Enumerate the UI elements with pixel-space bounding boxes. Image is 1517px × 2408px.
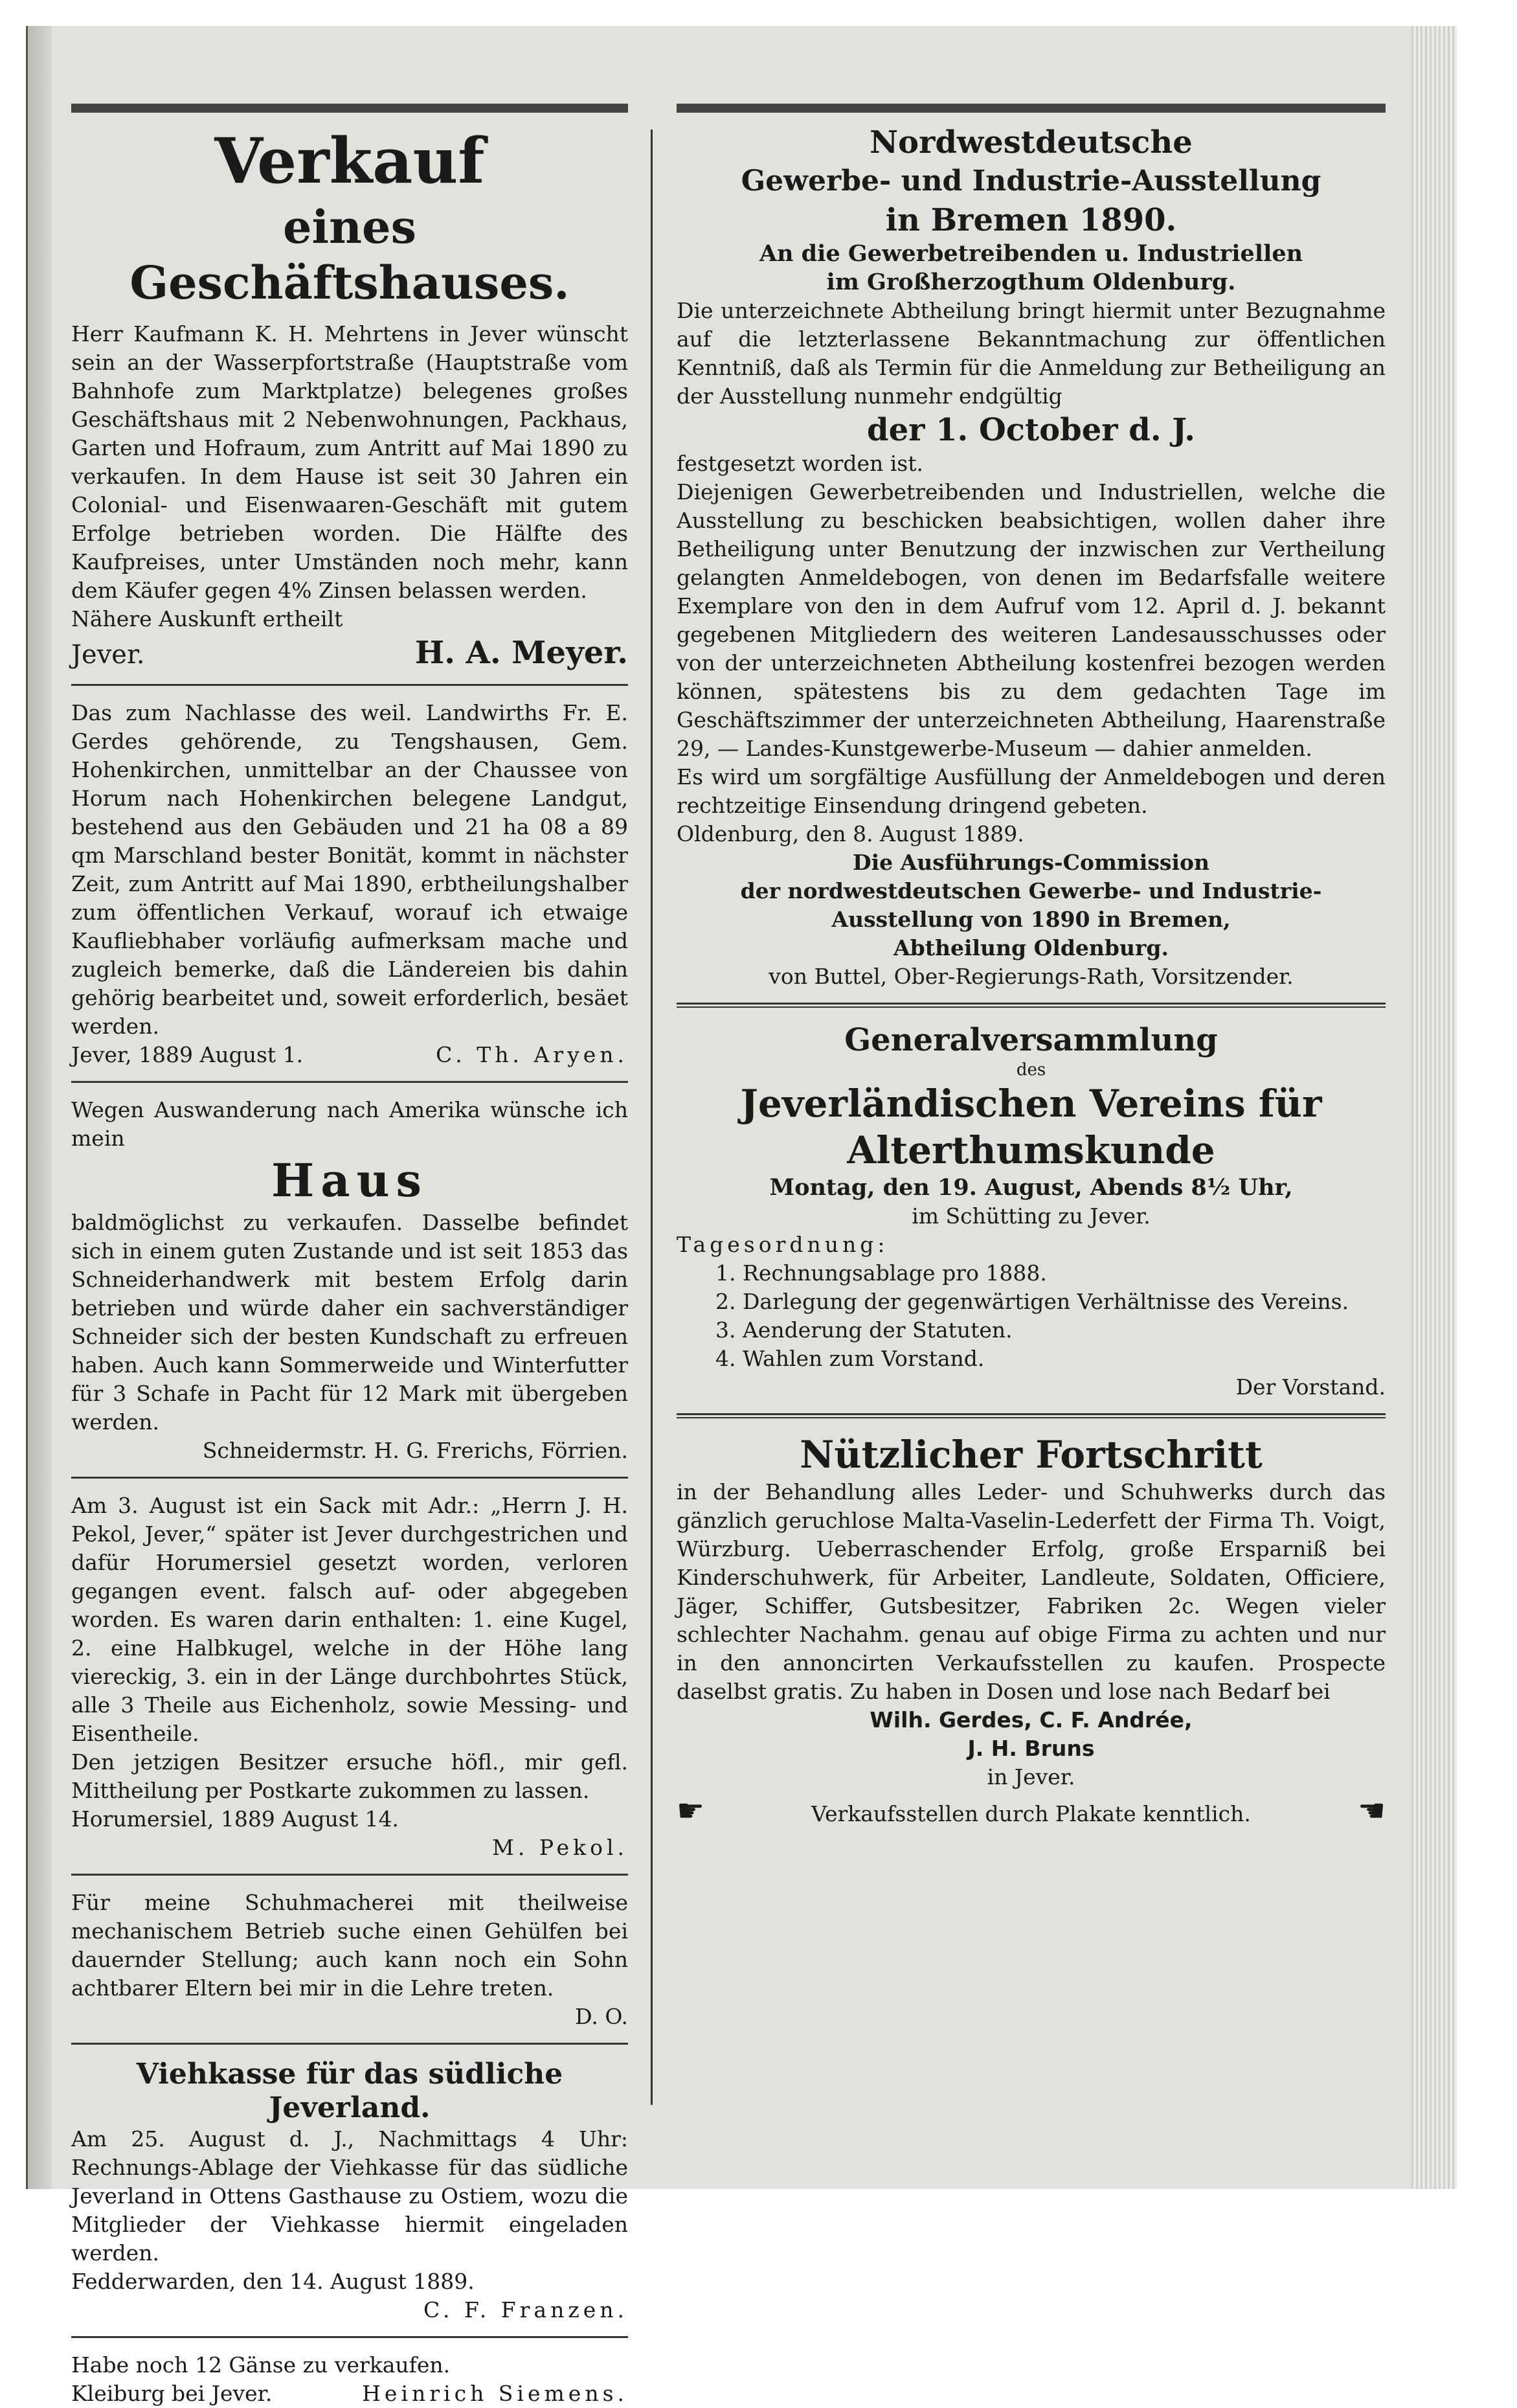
ad-where: im Schütting zu Jever. <box>912 1203 1151 1229</box>
ad-footer: Verkaufsstellen durch Plakate kenntlich. <box>811 1801 1251 1826</box>
ad-signature-1: Die Ausführungs-Commission <box>852 850 1210 875</box>
binding-edge <box>26 26 28 2189</box>
ad-date: Oldenburg, den 8. August 1889. <box>677 821 1024 846</box>
divider <box>71 684 628 686</box>
ad-subtitle: eines Geschäftshauses. <box>129 200 570 310</box>
ad-shoemaker-help <box>71 1889 628 2031</box>
divider <box>677 1413 1386 1418</box>
divider <box>71 1081 628 1083</box>
pointing-hand-left-icon: ☚ <box>1357 1793 1386 1829</box>
ad-body: Für meine Schuhmacherei mit theilweise mechanischem Betrieb suche einen Gehülfen bei dauernder Stellung; auch kann noch ein Sohn achtbarer Eltern bei mir in die Lehre treten. <box>71 1890 628 2001</box>
ad-dealers-3: in Jever. <box>987 1764 1075 1789</box>
ad-sale-business-house <box>71 123 628 672</box>
ad-geese <box>71 2351 628 2408</box>
ad-place: Kleiburg bei Jever. <box>71 2381 273 2406</box>
ad-title: Viehkasse für das südliche Jeverland. <box>136 2058 563 2124</box>
ad-signer: C. Th. Aryen. <box>436 1042 628 1067</box>
ad-exhibition-bremen <box>677 123 1386 991</box>
ad-date: Fedderwarden, den 14. August 1889. <box>71 2269 475 2294</box>
right-column <box>677 123 1386 1828</box>
agenda-item: 3. Aenderung der Statuten. <box>715 1317 1013 1343</box>
ad-date: Jever, 1889 August 1. <box>71 1042 304 1067</box>
ad-body: Am 3. August ist ein Sack mit Adr.: „Herrn J. H. Pekol, Jever,“ später ist Jever durchgestrichen und dafür Horumersiel gesetzt worden, verloren gegangen event. falsch auf- oder abgegeben worden. Es waren darin enthalten: 1. eine Kugel, 2. eine Halbkugel, welche in der Höhe lang viereckig, 3. ein in der Länge durchbohrtes Stück, alle 3 Theile aus Eichenholz, sowie Messing- und Eisentheile. <box>71 1493 628 1746</box>
ad-signature-3: Ausstellung von 1890 in Bremen, <box>831 907 1231 932</box>
ad-when: Montag, den 19. August, Abends 8½ Uhr, <box>769 1174 1293 1201</box>
ad-signature-4: Abtheilung Oldenburg. <box>893 935 1169 960</box>
page-stack-edge <box>1411 26 1457 2189</box>
ad-signer: D. O. <box>575 2004 628 2029</box>
divider <box>71 2043 628 2045</box>
ad-title: Verkauf <box>214 124 485 198</box>
ad-body: Die unterzeichnete Abtheilung bringt hiermit unter Bezugnahme auf die letzterlassene Bekanntmachung zur öffentlichen Kenntniß, daß als Termin für die Anmeldung zur Betheiligung an der Ausstellung nunmehr endgültig <box>677 298 1386 409</box>
ad-place: Jever. <box>71 640 145 670</box>
ad-date: Horumersiel, 1889 August 14. <box>71 1806 399 1832</box>
ad-body: Herr Kaufmann K. H. Mehrtens in Jever wünscht sein an der Wasserpfortstraße (Hauptstraße vom Bahnhofe zum Marktplatze) belegenes großes Geschäftshaus mit 2 Nebenwohnungen, Packhaus, Garten und Hofraum, zum Antritt auf Mai 1890 zu verkaufen. In dem Hause ist seit 30 Jahren ein Colonial- und Eisenwaaren-Geschäft mit gutem Erfolge betrieben worden. Die Hälfte des Kaufpreises, unter Umständen noch mehr, kann dem Käufer gegen 4% Zinsen belassen werden. <box>71 321 628 603</box>
top-rule-left <box>71 104 628 113</box>
ad-signer: Heinrich Siemens. <box>362 2381 628 2406</box>
ad-title-2: Gewerbe- und Industrie-Ausstellung <box>741 165 1321 198</box>
ad-signer: Schneidermstr. H. G. Frerichs, Förrien. <box>202 1438 628 1463</box>
ad-signer: Der Vorstand. <box>1235 1374 1386 1400</box>
top-rule-right <box>677 104 1386 113</box>
ad-cattle-fund <box>71 2058 628 2324</box>
ad-signer: H. A. Meyer. <box>414 635 628 671</box>
ad-line: Habe noch 12 Gänse zu verkaufen. <box>71 2352 451 2378</box>
ad-body: Am 25. August d. J., Nachmittags 4 Uhr: Rechnungs-Ablage der Viehkasse für das südliche Jeverland in Ottens Gasthause zu Ostiem, wozu die Mitglieder der Viehkasse hiermit eingeladen werden. <box>71 2126 628 2266</box>
ad-body-2: festgesetzt worden ist. <box>677 451 923 476</box>
ad-lost-sack <box>71 1492 628 1862</box>
ad-house-sale <box>71 1096 628 1465</box>
divider <box>71 1477 628 1479</box>
ad-title-3: in Bremen 1890. <box>885 202 1177 238</box>
divider <box>71 2336 628 2338</box>
ad-body: in der Behandlung alles Leder- und Schuhwerks durch das gänzlich geruchlose Malta-Vaselin-Lederfett der Firma Th. Voigt, Würzburg. Ueberraschender Erfolg, große Ersparniß bei Kinderschuhwerk, für Arbeiter, Landleute, Soldaten, Officiere, Jäger, Schiffer, Gutsbesitzer, Fabriken 2c. Wegen vieler schlechter Nachahm. genau auf obige Firma zu achten und nur in den annoncirten Verkaufsstellen zu kaufen. Prospecte daselbst gratis. Zu haben in Dosen und lose nach Bedarf bei <box>677 1479 1386 1704</box>
ad-estate-sale <box>71 699 628 1069</box>
ad-leather-grease <box>677 1431 1386 1828</box>
agenda-item: 4. Wahlen zum Vorstand. <box>715 1346 985 1371</box>
ad-subtitle-2: im Großherzogthum Oldenburg. <box>826 269 1236 295</box>
ad-signature-row <box>71 2380 628 2408</box>
ad-body: baldmöglichst zu verkaufen. Dasselbe befindet sich in einem guten Zustande und ist seit 1853 das Schneiderhandwerk mit bestem Erfolg darin betrieben und würde daher ein sachverständiger Schneider sich der besten Kundschaft zu erfreuen haben. Auch kann Sommerweide und Winterfutter für 3 Schafe in Pacht für 12 Mark mit übergeben werden. <box>71 1210 628 1435</box>
ad-title: Nordwestdeutsche <box>870 124 1193 161</box>
pointing-hand-right-icon: ☛ <box>677 1793 705 1829</box>
ad-title-2: Jeverländischen Vereins für <box>740 1082 1322 1126</box>
ad-dealers-2: J. H. Bruns <box>967 1736 1095 1761</box>
agenda-item: 1. Rechnungsablage pro 1888. <box>715 1260 1047 1286</box>
ad-title: Generalversammlung <box>844 1022 1218 1058</box>
ad-body-3: Diejenigen Gewerbetreibenden und Industriellen, welche die Ausstellung zu beschicken beabsichtigen, wollen daher ihre Betheiligung unter Benutzung der inzwischen zur Vertheilung gelangten Anmeldebogen, von denen im Bedarfsfalle weitere Exemplare von den in dem Aufruf vom 12. April d. J. bekannt gegebenen Mitgliedern des weiteren Landesausschusses oder von der unterzeichneten Abtheilung kostenfrei bezogen werden können, spätestens bis zu dem gedachten Tage im Geschäftszimmer der unterzeichneten Abtheilung, Haarenstraße 29, — Landes-Kunstgewerbe-Museum — dahier anmelden. <box>677 479 1386 761</box>
ad-agenda-label: Tagesordnung: <box>677 1232 889 1257</box>
ad-signer: C. F. Franzen. <box>423 2297 628 2323</box>
ad-signature-row <box>71 633 628 672</box>
ad-body-4: Es wird um sorgfältige Ausfüllung der Anmeldebogen und deren rechtzeitige Einsendung dringend gebeten. <box>677 764 1386 818</box>
ad-footer-row <box>677 1793 1386 1829</box>
ad-signature-row <box>71 1041 628 1069</box>
ad-intro: Wegen Auswanderung nach Amerika wünsche ich mein <box>71 1097 628 1151</box>
ad-des: des <box>1016 1060 1046 1080</box>
left-column <box>71 123 628 2408</box>
ad-title-3: Alterthumskunde <box>847 1128 1215 1172</box>
ad-signature-5: von Buttel, Ober-Regierungs-Rath, Vorsitzender. <box>769 964 1294 989</box>
ad-title: Nützlicher Fortschritt <box>800 1433 1263 1477</box>
ad-dealers: Wilh. Gerdes, C. F. Andrée, <box>870 1707 1193 1732</box>
divider <box>677 1003 1386 1008</box>
ad-subtitle: An die Gewerbetreibenden u. Industriellen <box>759 240 1303 267</box>
ad-body-2: Den jetzigen Besitzer ersuche höfl., mir gefl. Mittheilung per Postkarte zukommen zu lassen. <box>71 1749 628 1803</box>
divider <box>71 1874 628 1876</box>
ad-signature-2: der nordwestdeutschen Gewerbe- und Industrie- <box>740 878 1322 903</box>
ad-title: Haus <box>271 1153 428 1207</box>
ad-deadline: der 1. October d. J. <box>867 412 1195 448</box>
column-divider <box>651 130 653 2105</box>
ad-general-assembly <box>677 1021 1386 1402</box>
agenda-item: 2. Darlegung der gegenwärtigen Verhältnisse des Vereins. <box>715 1289 1349 1314</box>
page-binding <box>26 26 52 2189</box>
ad-signer: M. Pekol. <box>492 1835 628 1860</box>
ad-body: Das zum Nachlasse des weil. Landwirths Fr. E. Gerdes gehörende, zu Tengshausen, Gem. Hohenkirchen, unmittelbar an der Chaussee von Horum nach Hohenkirchen belegene Landgut, bestehend aus den Gebäuden und 21 ha 08 a 89 qm Marschland bester Bonität, kommt in nächster Zeit, zum Antritt auf Mai 1890, erbtheilungshalber zum öffentlichen Verkauf, worauf ich etwaige Kaufliebhaber vorläufig aufmerksam mache und zugleich bemerke, daß die Ländereien bis dahin gehörig bearbeitet und, soweit erforderlich, besäet werden. <box>71 700 628 1039</box>
ad-info: Nähere Auskunft ertheilt <box>71 606 343 631</box>
newspaper-page <box>26 26 1457 2406</box>
